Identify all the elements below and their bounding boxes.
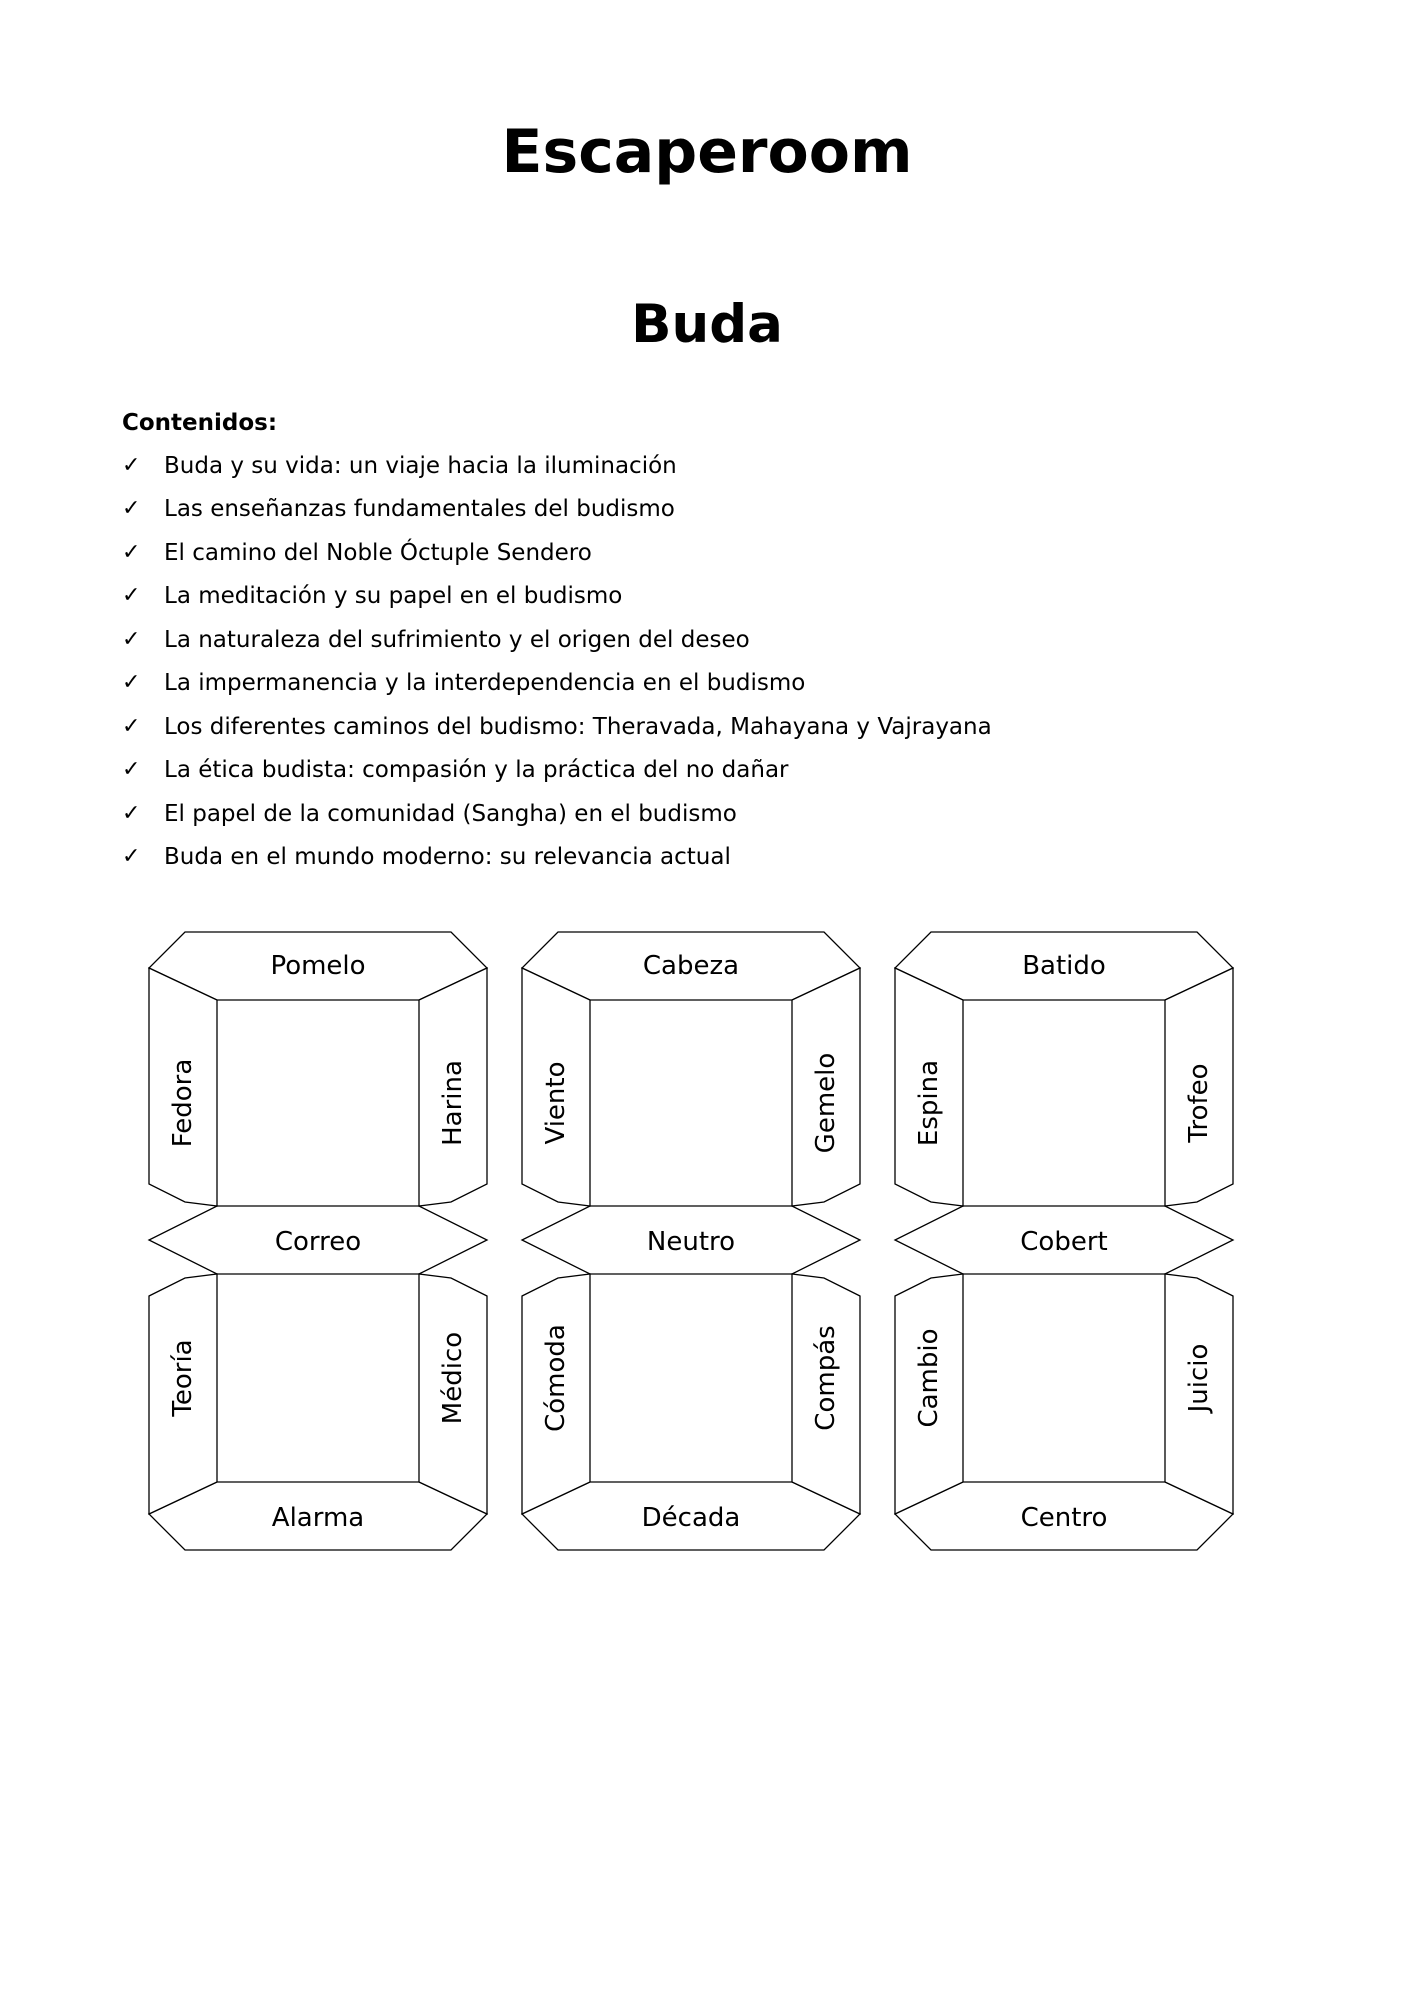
list-item-text: El papel de la comunidad (Sangha) en el budismo: [164, 800, 737, 827]
segment-upper-left-label: Fedora: [168, 1058, 198, 1148]
list-item-text: La meditación y su papel en el budismo: [164, 583, 623, 610]
checkmark-icon: ✓: [122, 713, 141, 739]
list-item-text: Buda en el mundo moderno: su relevancia actual: [164, 844, 731, 871]
checkmark-icon: ✓: [122, 844, 141, 870]
checkmark-icon: ✓: [122, 626, 141, 652]
segment-top-label: Pomelo: [270, 951, 366, 981]
page-subtitle: Buda: [631, 294, 783, 355]
list-item-text: Buda y su vida: un viaje hacia la iluminación: [164, 452, 677, 479]
segment-bottom-label: Centro: [1020, 1503, 1108, 1533]
checkmark-icon: ✓: [122, 496, 141, 522]
page-title: Escaperoom: [501, 117, 913, 187]
segment-top-label: Cabeza: [642, 951, 740, 981]
segment-lower-right-label: Médico: [438, 1331, 468, 1425]
segment-upper-left-label: Espina: [914, 1059, 944, 1147]
segment-upper-left-label: Viento: [541, 1061, 571, 1145]
contents-heading: Contenidos:: [122, 410, 278, 436]
checkmark-icon: ✓: [122, 757, 141, 783]
segment-lower-right-label: Compás: [811, 1325, 841, 1431]
segment-lower-left-label: Cómoda: [541, 1324, 571, 1432]
segment-bottom-label: Alarma: [271, 1503, 365, 1533]
segment-upper-right-label: Harina: [438, 1060, 468, 1146]
list-item-text: Los diferentes caminos del budismo: Theravada, Mahayana y Vajrayana: [164, 713, 992, 740]
segment-middle-label: Cobert: [1020, 1227, 1108, 1257]
segment-lower-right-label: Juicio: [1184, 1343, 1214, 1413]
segment-top-label: Batido: [1022, 951, 1106, 981]
list-item-text: La impermanencia y la interdependencia en el budismo: [164, 670, 806, 697]
segment-lower-left-label: Cambio: [914, 1328, 944, 1428]
segment-middle-label: Correo: [274, 1227, 362, 1257]
list-item-text: Las enseñanzas fundamentales del budismo: [164, 496, 675, 523]
segment-upper-right-label: Trofeo: [1184, 1063, 1214, 1143]
segment-upper-right-label: Gemelo: [811, 1052, 841, 1154]
segment-bottom-label: Década: [641, 1503, 741, 1533]
segment-lower-left-label: Teoría: [168, 1339, 198, 1417]
checkmark-icon: ✓: [122, 583, 141, 609]
list-item-text: La ética budista: compasión y la práctica del no dañar: [164, 757, 789, 784]
checkmark-icon: ✓: [122, 670, 141, 696]
checkmark-icon: ✓: [122, 539, 141, 565]
checkmark-icon: ✓: [122, 452, 141, 478]
segment-middle-label: Neutro: [646, 1227, 736, 1257]
list-item-text: El camino del Noble Óctuple Sendero: [164, 539, 592, 566]
list-item-text: La naturaleza del sufrimiento y el origen del deseo: [164, 626, 750, 653]
checkmark-icon: ✓: [122, 800, 141, 826]
